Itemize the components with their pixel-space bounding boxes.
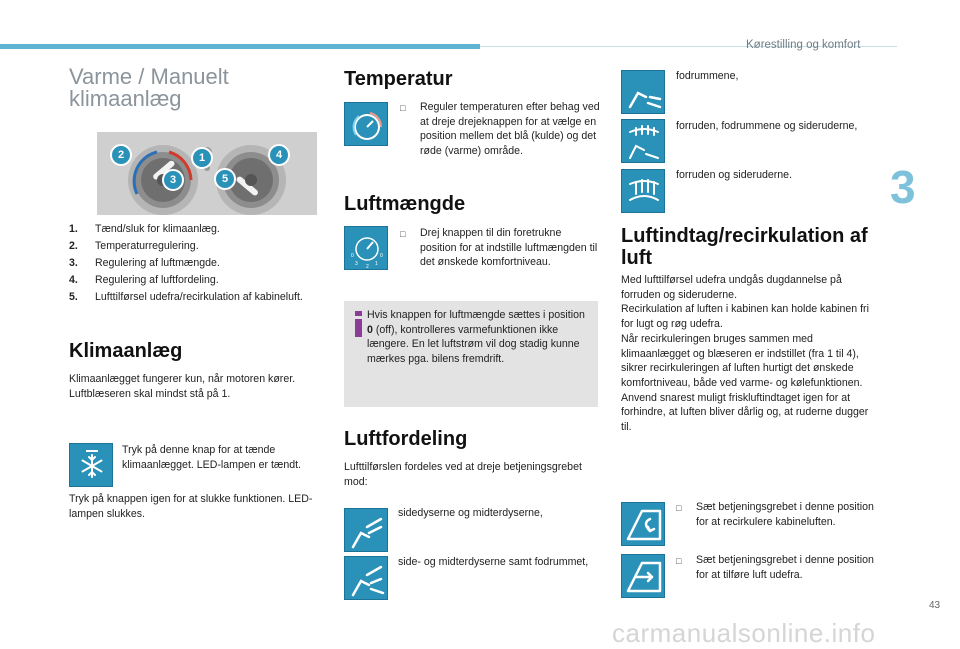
page-title: Varme / Manuelt klimaanlæg — [69, 64, 229, 111]
luftmaengde-heading: Luftmængde — [344, 193, 466, 215]
info-text-2: (off), kontrolleres varmefunktionen ikke længere. En let luftstrøm vil dog stadig kunne mærkes pga. bilens fremdrift. — [367, 323, 580, 365]
callout-1: 1 — [191, 147, 213, 169]
dist-item-face: sidedyserne og midterdyserne, — [398, 507, 543, 519]
luftfordeling-text: Lufttilførslen fordeles ved at dreje betjeningsgrebet mod: — [344, 461, 582, 488]
watermark: carmanualsonline.info — [612, 618, 876, 648]
dist-item-feet: fodrummene, — [676, 70, 739, 82]
feet-vents-icon — [621, 70, 665, 114]
list-item: 4. Regulering af luftfordeling. — [69, 274, 219, 286]
face-feet-vents-icon — [344, 556, 388, 600]
luftfordeling-heading: Luftfordeling — [344, 428, 468, 450]
dist-item-windscreen-feet: forruden, fodrummene og sideruderne, — [676, 120, 858, 132]
temperatur-bullet: □ Reguler temperaturen efter behag ved at dreje drejeknappen for at vælge en position mellem det blå (kulde) og det røde (varme) område. — [400, 101, 600, 158]
fan-speed-knob-icon — [344, 226, 388, 270]
klimaanlaeg-heading: Klimaanlæg — [69, 340, 183, 362]
info-text-1: Hvis knappen for luftmængde sættes i position — [367, 309, 585, 321]
page-number: 43 — [929, 600, 941, 611]
list-item: 2. Temperaturregulering. — [69, 240, 199, 252]
info-note — [344, 301, 598, 407]
snowflake-icon — [69, 443, 113, 487]
luftmaengde-bullet: □ Drej knappen til din foretrukne position for at indstille luftmængden til det ønskede komfortniveau. — [400, 227, 598, 269]
face-vents-icon — [344, 508, 388, 552]
callout-3: 3 — [162, 169, 184, 191]
fresh-air-icon — [621, 554, 665, 598]
dist-item-windscreen: forruden og sideruderne. — [676, 169, 793, 181]
windscreen-demist-icon — [621, 169, 665, 213]
callout-5: 5 — [214, 168, 236, 190]
recirkulation-text: Med lufttilførsel udefra undgås dugdannelse på forruden og sideruderne. Recirkulation af luften i kabinen kan holde kabinen fri for lugt og røg udefra. Når recirkuleringen bruges sammen med klimaanlægget og blæseren er indstillet (fra 1 til 4), sikrer recirkuleringen af luften hurtigt det ønskede komfortniveau, både ved varme- og kølefunktionen. Anvend snarest muligt friskluftindtaget igen for at forhindre, at luften bliver dårlig og, at ruderne dugger til. — [621, 274, 869, 434]
callout-4: 4 — [268, 144, 290, 166]
header-accent-bar — [0, 44, 480, 49]
section-header-title: Kørestilling og komfort — [746, 39, 861, 51]
recirc-bullet-outside: □ Sæt betjeningsgrebet i denne position for at tilføre luft udefra. — [676, 554, 874, 581]
chapter-number: 3 — [890, 161, 916, 213]
recirc-bullet-inside: □ Sæt betjeningsgrebet i denne position for at recirkulere kabineluften. — [676, 501, 874, 528]
info-icon — [353, 311, 364, 337]
svg-text:3: 3 — [355, 261, 358, 267]
ac-off-text: Tryk på knappen igen for at slukke funktionen. LED-lampen slukkes. — [69, 493, 313, 520]
svg-text:1: 1 — [375, 261, 378, 267]
snowflake-text: Tryk på denne knap for at tænde klimaanlægget. LED-lampen er tændt. — [122, 444, 302, 471]
svg-text:0: 0 — [351, 253, 354, 259]
callout-2: 2 — [110, 144, 132, 166]
recirkulation-heading: Luftindtag/recirkulation af luft — [621, 225, 868, 269]
info-bold-value: 0 — [367, 323, 373, 336]
temperatur-heading: Temperatur — [344, 68, 453, 90]
recirculation-icon — [621, 502, 665, 546]
temperature-knob-icon — [344, 102, 388, 146]
svg-text:0: 0 — [380, 253, 383, 259]
dist-item-face-feet: side- og midterdyserne samt fodrummet, — [398, 556, 589, 568]
list-item: 3. Regulering af luftmængde. — [69, 257, 220, 269]
windscreen-feet-icon — [621, 119, 665, 163]
list-item: 5. Lufttilførsel udefra/recirkulation af kabineluft. — [69, 291, 303, 303]
list-item: 1. Tænd/sluk for klimaanlæg. — [69, 223, 220, 235]
klimaanlaeg-text: Klimaanlægget fungerer kun, når motoren kører. Luftblæseren skal mindst stå på 1. — [69, 373, 296, 400]
legend-list — [69, 221, 329, 306]
svg-text:2: 2 — [366, 264, 369, 270]
